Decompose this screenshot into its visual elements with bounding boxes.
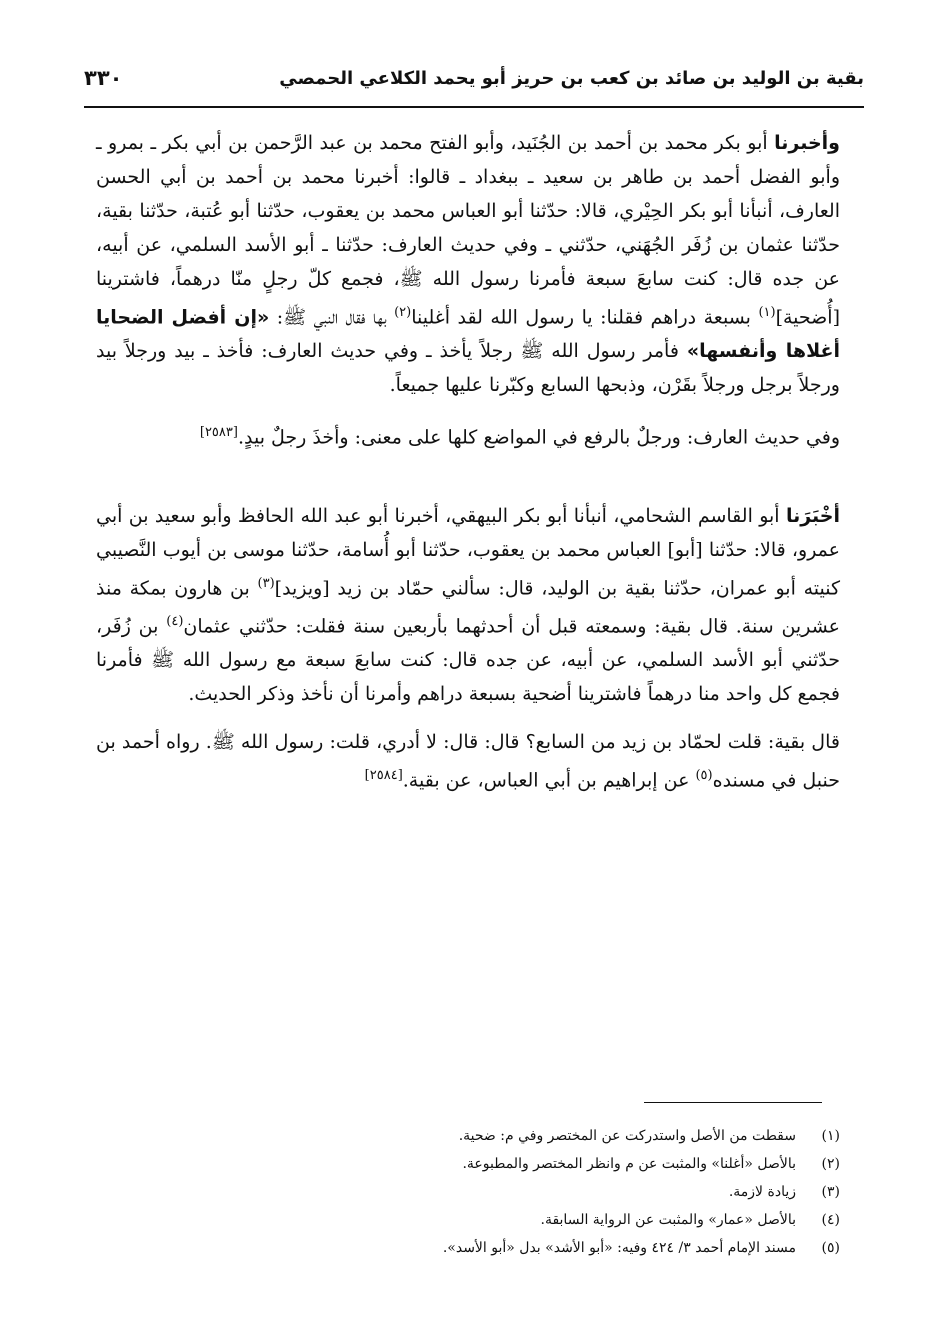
footnote-text: زيادة لازمة. (728, 1184, 796, 1200)
paragraph-lead: وأخبرنا (774, 132, 840, 154)
hadith-number: [٢٥٨٤] (364, 768, 403, 784)
paragraph-1 (96, 126, 840, 402)
hadith-quote: «إن أفضل الضحايا أغلاها وأنفسها» (96, 306, 841, 363)
paragraph-text: قال بقية: قلت لحمّاد بن زيد من السابع؟ قال: قال: لا أدري، قلت: رسول الله ﷺ. رواه أحمد بن حنبل في مسنده (96, 731, 840, 792)
footnote-number: (٣) (821, 1184, 840, 1200)
hadith-number: [٢٥٨٣] (199, 425, 238, 441)
footnote-3 (96, 1178, 840, 1206)
footnote-text: بالأصل «أغلنا» والمثبت عن م وانظر المختصر والمطبوعة. (462, 1156, 796, 1172)
body-text (96, 126, 840, 798)
footnote-ref: (٢) (394, 305, 412, 320)
footnote-number: (٤) (821, 1212, 840, 1228)
footnote-ref: (٤) (166, 613, 184, 629)
paragraph-text: بسبعة دراهم فقلنا: يا رسول الله لقد أغلينا (411, 306, 759, 329)
paragraph-2 (96, 416, 840, 454)
paragraph-lead: أخْبَرَنا (785, 504, 840, 527)
footnote-number: (٢) (821, 1156, 840, 1172)
footnote-number: (١) (821, 1128, 840, 1144)
paragraph-text: فأمر رسول الله ﷺ رجلاً يأخذ ـ وفي حديث العارف: فأخذ ـ بيد ورجلاً بيد ورجلاً برجل ورجلاً بقَرْن، وذبحها السابع وكبّرنا عليها جميعاً. (96, 340, 840, 397)
footnote-2 (96, 1150, 840, 1178)
running-header (84, 62, 864, 108)
paragraph-text: عن إبراهيم بن أبي العباس، عن بقية. (402, 769, 696, 792)
footnote-ref: (١) (758, 305, 776, 320)
footnote-4 (96, 1206, 840, 1234)
paragraph-3 (96, 499, 840, 712)
footnote-divider (644, 1102, 822, 1103)
header-title: بقية بن الوليد بن صائد بن كعب بن حريز أبو يحمد الكلاعي الحمصي (279, 68, 864, 89)
footnote-text: سقطت من الأصل واستدركت عن المختصر وفي م: ضحية. (458, 1128, 796, 1144)
footnote-text: بالأصل «عمار» والمثبت عن الرواية السابقة. (540, 1212, 796, 1228)
footnote-ref: (٣) (257, 575, 275, 591)
paragraph-text: بها فقال النبي ﷺ: (269, 306, 395, 329)
page-number: ٣٣٠ (84, 66, 123, 90)
paragraph-text: أبو بكر محمد بن أحمد بن الجُنَيد، وأبو الفتح محمد بن عبد الرَّحمن بن أبي بكر ـ بمرو ـ وأبو الفضل أحمد بن طاهر بن سعيد ـ ببغداد ـ قالوا: أخبرنا محمد بن أحمد بن أبي الحسن العارف، أنبأنا أبو بكر الحِيْري، قالا: حدّثنا أبو العباس محمد بن يعقوب، حدّثنا أبو عُتبة، حدّثنا بقية، حدّثنا عثمان بن زُفَر الجُهَني، حدّثني ـ وفي حديث العارف: حدّثنا ـ أبو الأسد السلمي، عن أبيه، عن جده قال: كنت سابعَ سبعة فأمرنا رسول الله ﷺ، فجمع كلّ رجلٍ منّا درهماً، فاشترينا [أُضحية] (96, 132, 840, 329)
paragraph-text: وفي حديث العارف: ورجلٌ بالرفع في المواضع كلها على معنى: وأخذَ رجلٌ بيدٍ. (237, 426, 840, 449)
footnote-number: (٥) (821, 1240, 840, 1256)
paragraph-text: أبو القاسم الشحامي، أنبأنا أبو بكر البيهقي، أخبرنا أبو عبد الله الحافظ وأبو سعيد بن أبي عمرو، قالا: حدّثنا [أبو] العباس محمد بن يعقوب، حدّثنا أبو أُسامة، حدّثنا موسى بن أيوب النَّصيبي كنيته أبو عمران، حدّثنا بقية بن الوليد، قال: سألني حمّاد بن زيد [ويزيد] (96, 504, 841, 599)
paragraph-4 (96, 725, 840, 797)
paragraph-text: بن زُفَر، حدّثني أبو الأسد السلمي، عن أبيه، عن جده قال: كنت سابعَ سبعة مع رسول الله ﷺ فأمرنا فجمع كل واحد منا درهماً فاشترينا أضحية بسبعة دراهم وأمرنا أن نأخذ وذكر الحديث. (96, 615, 840, 706)
paragraph-text: بن هارون بمكة منذ عشرين سنة. قال بقية: وسمعته قبل أن أحدثهما بأربعين سنة فقلت: حدّثني عثمان (96, 576, 840, 638)
footnotes (96, 1122, 840, 1262)
footnote-5 (96, 1234, 840, 1262)
footnote-ref: (٥) (695, 768, 713, 784)
footnote-1 (96, 1122, 840, 1150)
footnote-text: مسند الإمام أحمد ٣/ ٤٢٤ وفيه: «أبو الأشد» بدل «أبو الأسد». (442, 1240, 796, 1256)
